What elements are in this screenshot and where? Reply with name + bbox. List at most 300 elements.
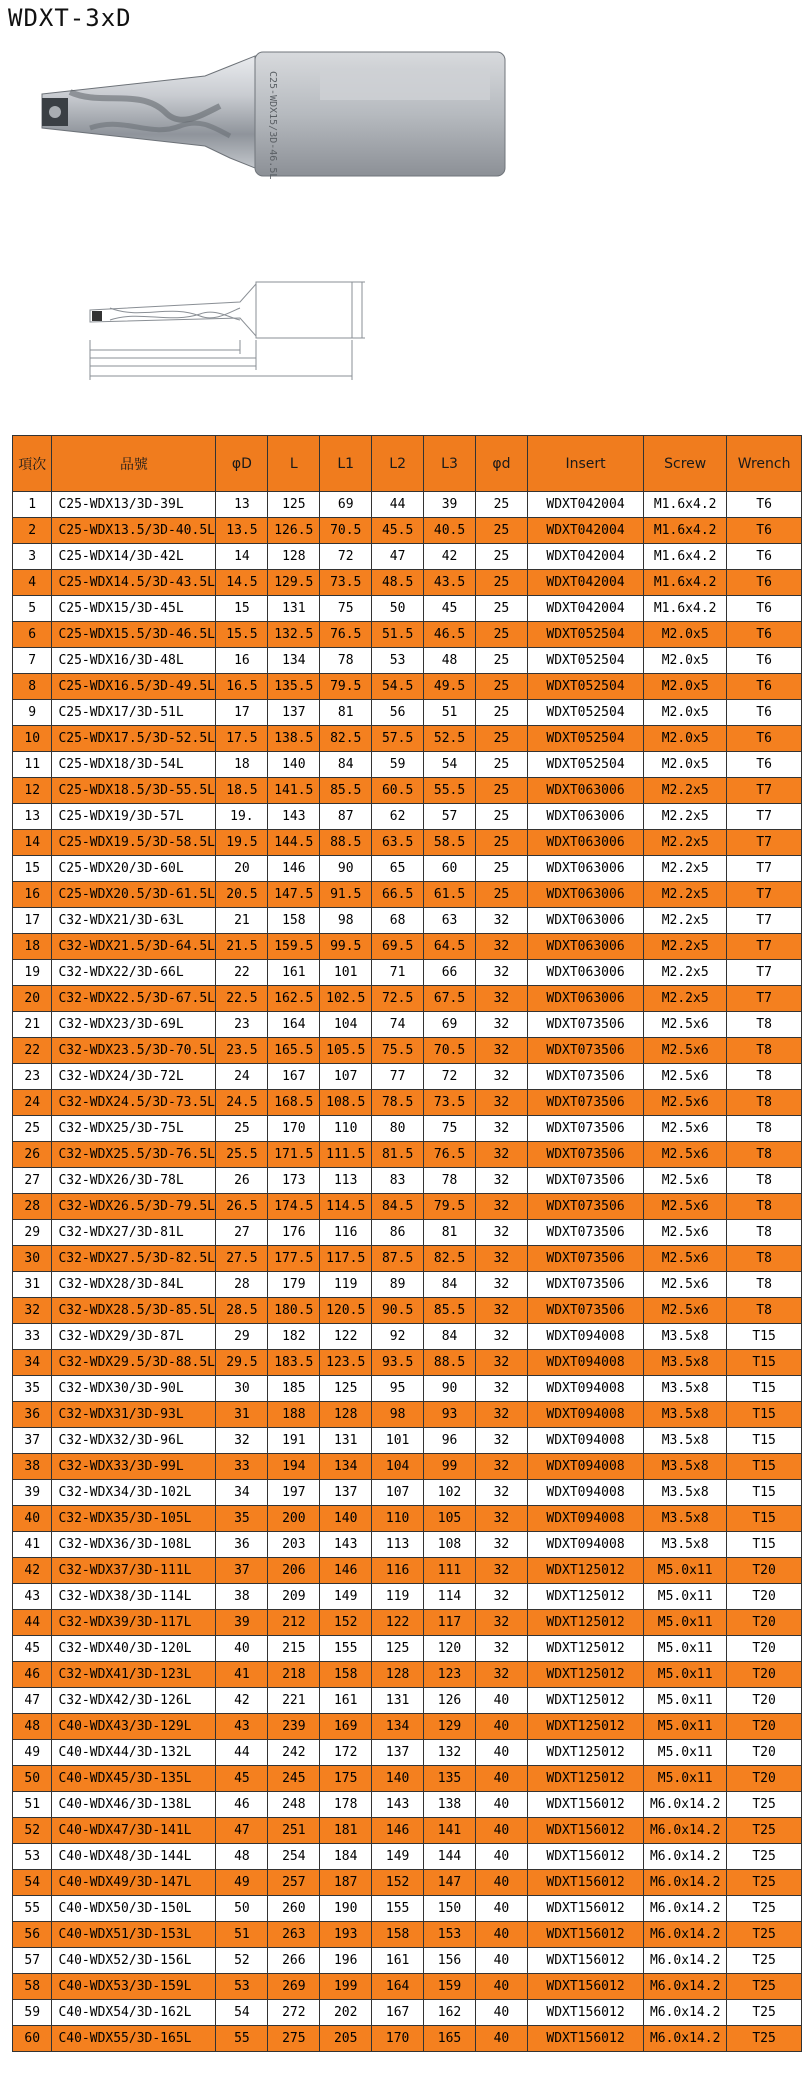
table-cell: 39 <box>13 1480 52 1506</box>
drill-product-photo <box>30 46 510 196</box>
table-cell: T20 <box>727 1584 802 1610</box>
table-cell: 40 <box>475 1688 527 1714</box>
table-cell: T25 <box>727 2000 802 2026</box>
table-cell: T25 <box>727 1896 802 1922</box>
table-cell: M2.5x6 <box>644 1246 727 1272</box>
table-cell: M2.0x5 <box>644 752 727 778</box>
table-cell: 41 <box>216 1662 268 1688</box>
table-cell: 203 <box>268 1532 320 1558</box>
table-row <box>13 1714 802 1740</box>
table-row <box>13 726 802 752</box>
table-cell: T15 <box>727 1402 802 1428</box>
table-cell: C25-WDX20.5/3D-61.5L <box>52 882 216 908</box>
table-cell: 32 <box>475 1480 527 1506</box>
table-cell: T20 <box>727 1740 802 1766</box>
table-cell: 137 <box>320 1480 372 1506</box>
table-cell: WDXT073506 <box>527 1142 643 1168</box>
table-cell: WDXT156012 <box>527 1974 643 2000</box>
table-cell: M2.2x5 <box>644 778 727 804</box>
table-cell: 59 <box>13 2000 52 2026</box>
table-cell: WDXT073506 <box>527 1038 643 1064</box>
table-cell: 89 <box>372 1272 424 1298</box>
table-cell: 25 <box>475 700 527 726</box>
table-cell: 200 <box>268 1506 320 1532</box>
table-cell: WDXT063006 <box>527 830 643 856</box>
table-cell: 146 <box>268 856 320 882</box>
table-cell: 102.5 <box>320 986 372 1012</box>
table-cell: T8 <box>727 1090 802 1116</box>
table-cell: 161 <box>372 1948 424 1974</box>
table-row <box>13 830 802 856</box>
table-cell: 83 <box>372 1168 424 1194</box>
table-cell: 178 <box>320 1792 372 1818</box>
table-cell: WDXT042004 <box>527 570 643 596</box>
table-row <box>13 1142 802 1168</box>
table-cell: 120 <box>424 1636 476 1662</box>
table-cell: 20 <box>216 856 268 882</box>
table-cell: 27 <box>216 1220 268 1246</box>
table-row <box>13 882 802 908</box>
table-cell: 17 <box>13 908 52 934</box>
table-cell: 15 <box>216 596 268 622</box>
table-cell: 202 <box>320 2000 372 2026</box>
column-header: L3 <box>424 436 476 492</box>
table-cell: 16 <box>216 648 268 674</box>
table-cell: WDXT073506 <box>527 1246 643 1272</box>
table-cell: 98 <box>320 908 372 934</box>
table-cell: 159.5 <box>268 934 320 960</box>
table-cell: 6 <box>13 622 52 648</box>
table-cell: WDXT042004 <box>527 518 643 544</box>
table-cell: 144.5 <box>268 830 320 856</box>
table-cell: C32-WDX39/3D-117L <box>52 1610 216 1636</box>
table-cell: T25 <box>727 1922 802 1948</box>
table-cell: WDXT073506 <box>527 1090 643 1116</box>
table-cell: 37 <box>216 1558 268 1584</box>
table-cell: 13 <box>13 804 52 830</box>
table-cell: 212 <box>268 1610 320 1636</box>
table-cell: 152 <box>320 1610 372 1636</box>
table-cell: WDXT094008 <box>527 1532 643 1558</box>
table-cell: WDXT042004 <box>527 492 643 518</box>
table-cell: C25-WDX19/3D-57L <box>52 804 216 830</box>
table-cell: WDXT073506 <box>527 1168 643 1194</box>
table-cell: 63.5 <box>372 830 424 856</box>
table-cell: 75.5 <box>372 1038 424 1064</box>
table-cell: 40 <box>475 1792 527 1818</box>
table-cell: 42 <box>216 1688 268 1714</box>
table-cell: 32 <box>475 1506 527 1532</box>
table-cell: M5.0x11 <box>644 1740 727 1766</box>
table-cell: 54 <box>424 752 476 778</box>
table-cell: C32-WDX28/3D-84L <box>52 1272 216 1298</box>
table-cell: 143 <box>320 1532 372 1558</box>
table-cell: 25 <box>475 778 527 804</box>
table-cell: M5.0x11 <box>644 1558 727 1584</box>
table-row <box>13 1324 802 1350</box>
table-cell: 99.5 <box>320 934 372 960</box>
table-cell: 119 <box>320 1272 372 1298</box>
table-cell: 179 <box>268 1272 320 1298</box>
table-cell: 123 <box>424 1662 476 1688</box>
table-cell: WDXT156012 <box>527 1818 643 1844</box>
table-cell: 197 <box>268 1480 320 1506</box>
table-cell: T6 <box>727 726 802 752</box>
table-cell: 60 <box>13 2026 52 2052</box>
table-cell: T8 <box>727 1038 802 1064</box>
table-cell: 77 <box>372 1064 424 1090</box>
table-cell: 48 <box>216 1844 268 1870</box>
table-cell: 35 <box>13 1376 52 1402</box>
table-cell: 2 <box>13 518 52 544</box>
table-cell: 51 <box>216 1922 268 1948</box>
table-cell: T20 <box>727 1610 802 1636</box>
table-cell: C32-WDX28.5/3D-85.5L <box>52 1298 216 1324</box>
table-cell: 14 <box>216 544 268 570</box>
table-cell: 138 <box>424 1792 476 1818</box>
column-header: L1 <box>320 436 372 492</box>
table-cell: WDXT073506 <box>527 1298 643 1324</box>
table-cell: 25 <box>475 804 527 830</box>
table-cell: 40 <box>475 2026 527 2052</box>
table-cell: WDXT156012 <box>527 2026 643 2052</box>
table-cell: 125 <box>372 1636 424 1662</box>
table-cell: 93 <box>424 1402 476 1428</box>
table-cell: 46.5 <box>424 622 476 648</box>
table-cell: M2.2x5 <box>644 986 727 1012</box>
table-cell: C32-WDX25/3D-75L <box>52 1116 216 1142</box>
table-cell: 46 <box>216 1792 268 1818</box>
table-row <box>13 674 802 700</box>
table-cell: 116 <box>320 1220 372 1246</box>
table-cell: 32 <box>475 934 527 960</box>
table-cell: 132.5 <box>268 622 320 648</box>
table-cell: T25 <box>727 1870 802 1896</box>
table-row <box>13 1636 802 1662</box>
table-cell: 8 <box>13 674 52 700</box>
table-cell: 29 <box>13 1220 52 1246</box>
table-cell: WDXT094008 <box>527 1454 643 1480</box>
table-cell: 32 <box>13 1298 52 1324</box>
table-cell: 84 <box>424 1272 476 1298</box>
table-row <box>13 1480 802 1506</box>
table-cell: 87.5 <box>372 1246 424 1272</box>
table-cell: 85.5 <box>424 1298 476 1324</box>
table-cell: T6 <box>727 570 802 596</box>
table-cell: M2.5x6 <box>644 1272 727 1298</box>
table-cell: M6.0x14.2 <box>644 1818 727 1844</box>
table-cell: 263 <box>268 1922 320 1948</box>
table-cell: 248 <box>268 1792 320 1818</box>
table-cell: 32 <box>475 1636 527 1662</box>
table-cell: T8 <box>727 1116 802 1142</box>
table-cell: T6 <box>727 752 802 778</box>
table-cell: 173 <box>268 1168 320 1194</box>
table-cell: 102 <box>424 1480 476 1506</box>
table-cell: 70.5 <box>424 1038 476 1064</box>
table-cell: WDXT156012 <box>527 1896 643 1922</box>
table-cell: 164 <box>372 1974 424 2000</box>
table-cell: M1.6x4.2 <box>644 596 727 622</box>
table-cell: 50 <box>13 1766 52 1792</box>
table-cell: 120.5 <box>320 1298 372 1324</box>
table-cell: 132 <box>424 1740 476 1766</box>
table-cell: M6.0x14.2 <box>644 1948 727 1974</box>
table-cell: 90 <box>320 856 372 882</box>
table-row <box>13 1298 802 1324</box>
table-cell: T7 <box>727 778 802 804</box>
table-cell: 26.5 <box>216 1194 268 1220</box>
table-cell: T6 <box>727 648 802 674</box>
table-cell: 117 <box>424 1610 476 1636</box>
table-cell: C25-WDX17.5/3D-52.5L <box>52 726 216 752</box>
table-cell: 96 <box>424 1428 476 1454</box>
table-cell: 23 <box>216 1012 268 1038</box>
table-cell: 40 <box>475 1870 527 1896</box>
table-row <box>13 1350 802 1376</box>
table-cell: M5.0x11 <box>644 1766 727 1792</box>
table-cell: 27.5 <box>216 1246 268 1272</box>
table-cell: 63 <box>424 908 476 934</box>
table-cell: 177.5 <box>268 1246 320 1272</box>
table-cell: 111 <box>424 1558 476 1584</box>
table-cell: 174.5 <box>268 1194 320 1220</box>
table-cell: 104 <box>372 1454 424 1480</box>
column-header: φd <box>475 436 527 492</box>
table-cell: 181 <box>320 1818 372 1844</box>
table-cell: 90 <box>424 1376 476 1402</box>
table-cell: 28 <box>13 1194 52 1220</box>
table-cell: 19 <box>13 960 52 986</box>
table-cell: WDXT063006 <box>527 908 643 934</box>
table-cell: 40 <box>13 1506 52 1532</box>
table-cell: 123.5 <box>320 1350 372 1376</box>
table-cell: C25-WDX16/3D-48L <box>52 648 216 674</box>
table-cell: 126 <box>424 1688 476 1714</box>
table-cell: 49.5 <box>424 674 476 700</box>
table-cell: C32-WDX27.5/3D-82.5L <box>52 1246 216 1272</box>
table-cell: 42 <box>13 1558 52 1584</box>
table-cell: WDXT094008 <box>527 1376 643 1402</box>
table-cell: 78.5 <box>372 1090 424 1116</box>
table-cell: 32 <box>475 960 527 986</box>
table-cell: C32-WDX26/3D-78L <box>52 1168 216 1194</box>
table-cell: 40 <box>475 1844 527 1870</box>
table-cell: 4 <box>13 570 52 596</box>
table-cell: T8 <box>727 1220 802 1246</box>
column-header: L2 <box>372 436 424 492</box>
table-cell: C32-WDX22/3D-66L <box>52 960 216 986</box>
table-cell: 80 <box>372 1116 424 1142</box>
table-cell: 193 <box>320 1922 372 1948</box>
table-cell: 101 <box>320 960 372 986</box>
table-cell: M2.0x5 <box>644 700 727 726</box>
table-cell: 41 <box>13 1532 52 1558</box>
table-cell: 57 <box>424 804 476 830</box>
table-cell: 104 <box>320 1012 372 1038</box>
table-cell: 147.5 <box>268 882 320 908</box>
table-cell: M5.0x11 <box>644 1662 727 1688</box>
table-row <box>13 700 802 726</box>
table-cell: 55.5 <box>424 778 476 804</box>
table-cell: 28 <box>216 1272 268 1298</box>
table-cell: 209 <box>268 1584 320 1610</box>
table-cell: 101 <box>372 1428 424 1454</box>
table-cell: T8 <box>727 1064 802 1090</box>
table-cell: 20.5 <box>216 882 268 908</box>
table-cell: WDXT156012 <box>527 2000 643 2026</box>
table-cell: 40.5 <box>424 518 476 544</box>
table-cell: WDXT094008 <box>527 1350 643 1376</box>
table-row <box>13 1090 802 1116</box>
column-header: L <box>268 436 320 492</box>
table-cell: 25 <box>475 674 527 700</box>
table-cell: 62 <box>372 804 424 830</box>
table-cell: WDXT063006 <box>527 986 643 1012</box>
table-row <box>13 934 802 960</box>
table-cell: 32 <box>475 1012 527 1038</box>
table-cell: 40 <box>475 1948 527 1974</box>
table-cell: WDXT125012 <box>527 1740 643 1766</box>
table-cell: 20 <box>13 986 52 1012</box>
table-cell: 76.5 <box>320 622 372 648</box>
column-header: φD <box>216 436 268 492</box>
table-cell: 44 <box>372 492 424 518</box>
table-cell: WDXT063006 <box>527 804 643 830</box>
column-header: Screw <box>644 436 727 492</box>
table-cell: 32 <box>475 1454 527 1480</box>
table-cell: M2.0x5 <box>644 726 727 752</box>
table-cell: 152 <box>372 1870 424 1896</box>
table-cell: 45 <box>216 1766 268 1792</box>
table-cell: M3.5x8 <box>644 1350 727 1376</box>
table-cell: C32-WDX30/3D-90L <box>52 1376 216 1402</box>
table-cell: 156 <box>424 1948 476 1974</box>
specification-table <box>12 435 802 2052</box>
table-cell: M2.5x6 <box>644 1116 727 1142</box>
table-cell: 155 <box>372 1896 424 1922</box>
table-row <box>13 1220 802 1246</box>
table-cell: 182 <box>268 1324 320 1350</box>
table-cell: C25-WDX18.5/3D-55.5L <box>52 778 216 804</box>
table-cell: 32 <box>475 1610 527 1636</box>
table-cell: 221 <box>268 1688 320 1714</box>
table-cell: 75 <box>320 596 372 622</box>
table-cell: 239 <box>268 1714 320 1740</box>
table-cell: 131 <box>268 596 320 622</box>
table-cell: M3.5x8 <box>644 1506 727 1532</box>
table-cell: T8 <box>727 1168 802 1194</box>
table-cell: 25 <box>475 856 527 882</box>
table-cell: 92 <box>372 1324 424 1350</box>
table-cell: 22 <box>216 960 268 986</box>
table-cell: 18.5 <box>216 778 268 804</box>
table-cell: 140 <box>320 1506 372 1532</box>
table-cell: T25 <box>727 2026 802 2052</box>
table-cell: 25 <box>216 1116 268 1142</box>
table-cell: M2.5x6 <box>644 1168 727 1194</box>
table-row <box>13 1870 802 1896</box>
table-cell: M5.0x11 <box>644 1584 727 1610</box>
table-cell: 81.5 <box>372 1142 424 1168</box>
table-cell: C32-WDX22.5/3D-67.5L <box>52 986 216 1012</box>
table-cell: 131 <box>320 1428 372 1454</box>
table-cell: 32 <box>475 1090 527 1116</box>
table-cell: 24.5 <box>216 1090 268 1116</box>
table-cell: WDXT125012 <box>527 1610 643 1636</box>
table-cell: 88.5 <box>424 1350 476 1376</box>
table-cell: 22.5 <box>216 986 268 1012</box>
table-cell: 149 <box>320 1584 372 1610</box>
table-cell: 272 <box>268 2000 320 2026</box>
table-row <box>13 856 802 882</box>
table-row <box>13 1064 802 1090</box>
table-cell: T25 <box>727 1948 802 1974</box>
table-cell: 191 <box>268 1428 320 1454</box>
table-row <box>13 1168 802 1194</box>
table-cell: 84.5 <box>372 1194 424 1220</box>
table-cell: 32 <box>475 1220 527 1246</box>
table-cell: 68 <box>372 908 424 934</box>
table-cell: 73.5 <box>424 1090 476 1116</box>
table-cell: 257 <box>268 1870 320 1896</box>
table-cell: 39 <box>424 492 476 518</box>
table-cell: 29 <box>216 1324 268 1350</box>
table-cell: 25 <box>475 596 527 622</box>
table-cell: WDXT063006 <box>527 778 643 804</box>
table-cell: 74 <box>372 1012 424 1038</box>
table-cell: 42 <box>424 544 476 570</box>
table-cell: WDXT094008 <box>527 1428 643 1454</box>
table-cell: 44 <box>13 1610 52 1636</box>
table-cell: 171.5 <box>268 1142 320 1168</box>
table-cell: 54 <box>13 1870 52 1896</box>
table-cell: C25-WDX17/3D-51L <box>52 700 216 726</box>
table-cell: 143 <box>372 1792 424 1818</box>
table-row <box>13 1948 802 1974</box>
table-cell: M2.2x5 <box>644 830 727 856</box>
table-cell: 27 <box>13 1168 52 1194</box>
table-cell: 164 <box>268 1012 320 1038</box>
table-cell: 25 <box>475 492 527 518</box>
table-cell: 25 <box>475 518 527 544</box>
column-header: 項次 <box>13 436 52 492</box>
table-cell: 161 <box>320 1688 372 1714</box>
table-cell: 149 <box>372 1844 424 1870</box>
table-cell: 172 <box>320 1740 372 1766</box>
table-cell: M2.2x5 <box>644 882 727 908</box>
table-cell: 59 <box>372 752 424 778</box>
table-cell: 129 <box>424 1714 476 1740</box>
table-cell: 9 <box>13 700 52 726</box>
table-row <box>13 648 802 674</box>
table-cell: 110 <box>372 1506 424 1532</box>
table-cell: T15 <box>727 1532 802 1558</box>
table-cell: 155 <box>320 1636 372 1662</box>
table-cell: 52 <box>216 1948 268 1974</box>
table-cell: 32 <box>475 1142 527 1168</box>
table-cell: M2.2x5 <box>644 856 727 882</box>
table-cell: 116 <box>372 1558 424 1584</box>
table-row <box>13 960 802 986</box>
table-cell: 137 <box>268 700 320 726</box>
table-cell: M2.5x6 <box>644 1038 727 1064</box>
table-row <box>13 2000 802 2026</box>
table-cell: 60 <box>424 856 476 882</box>
table-cell: 56 <box>13 1922 52 1948</box>
table-cell: 40 <box>475 1922 527 1948</box>
table-row <box>13 986 802 1012</box>
